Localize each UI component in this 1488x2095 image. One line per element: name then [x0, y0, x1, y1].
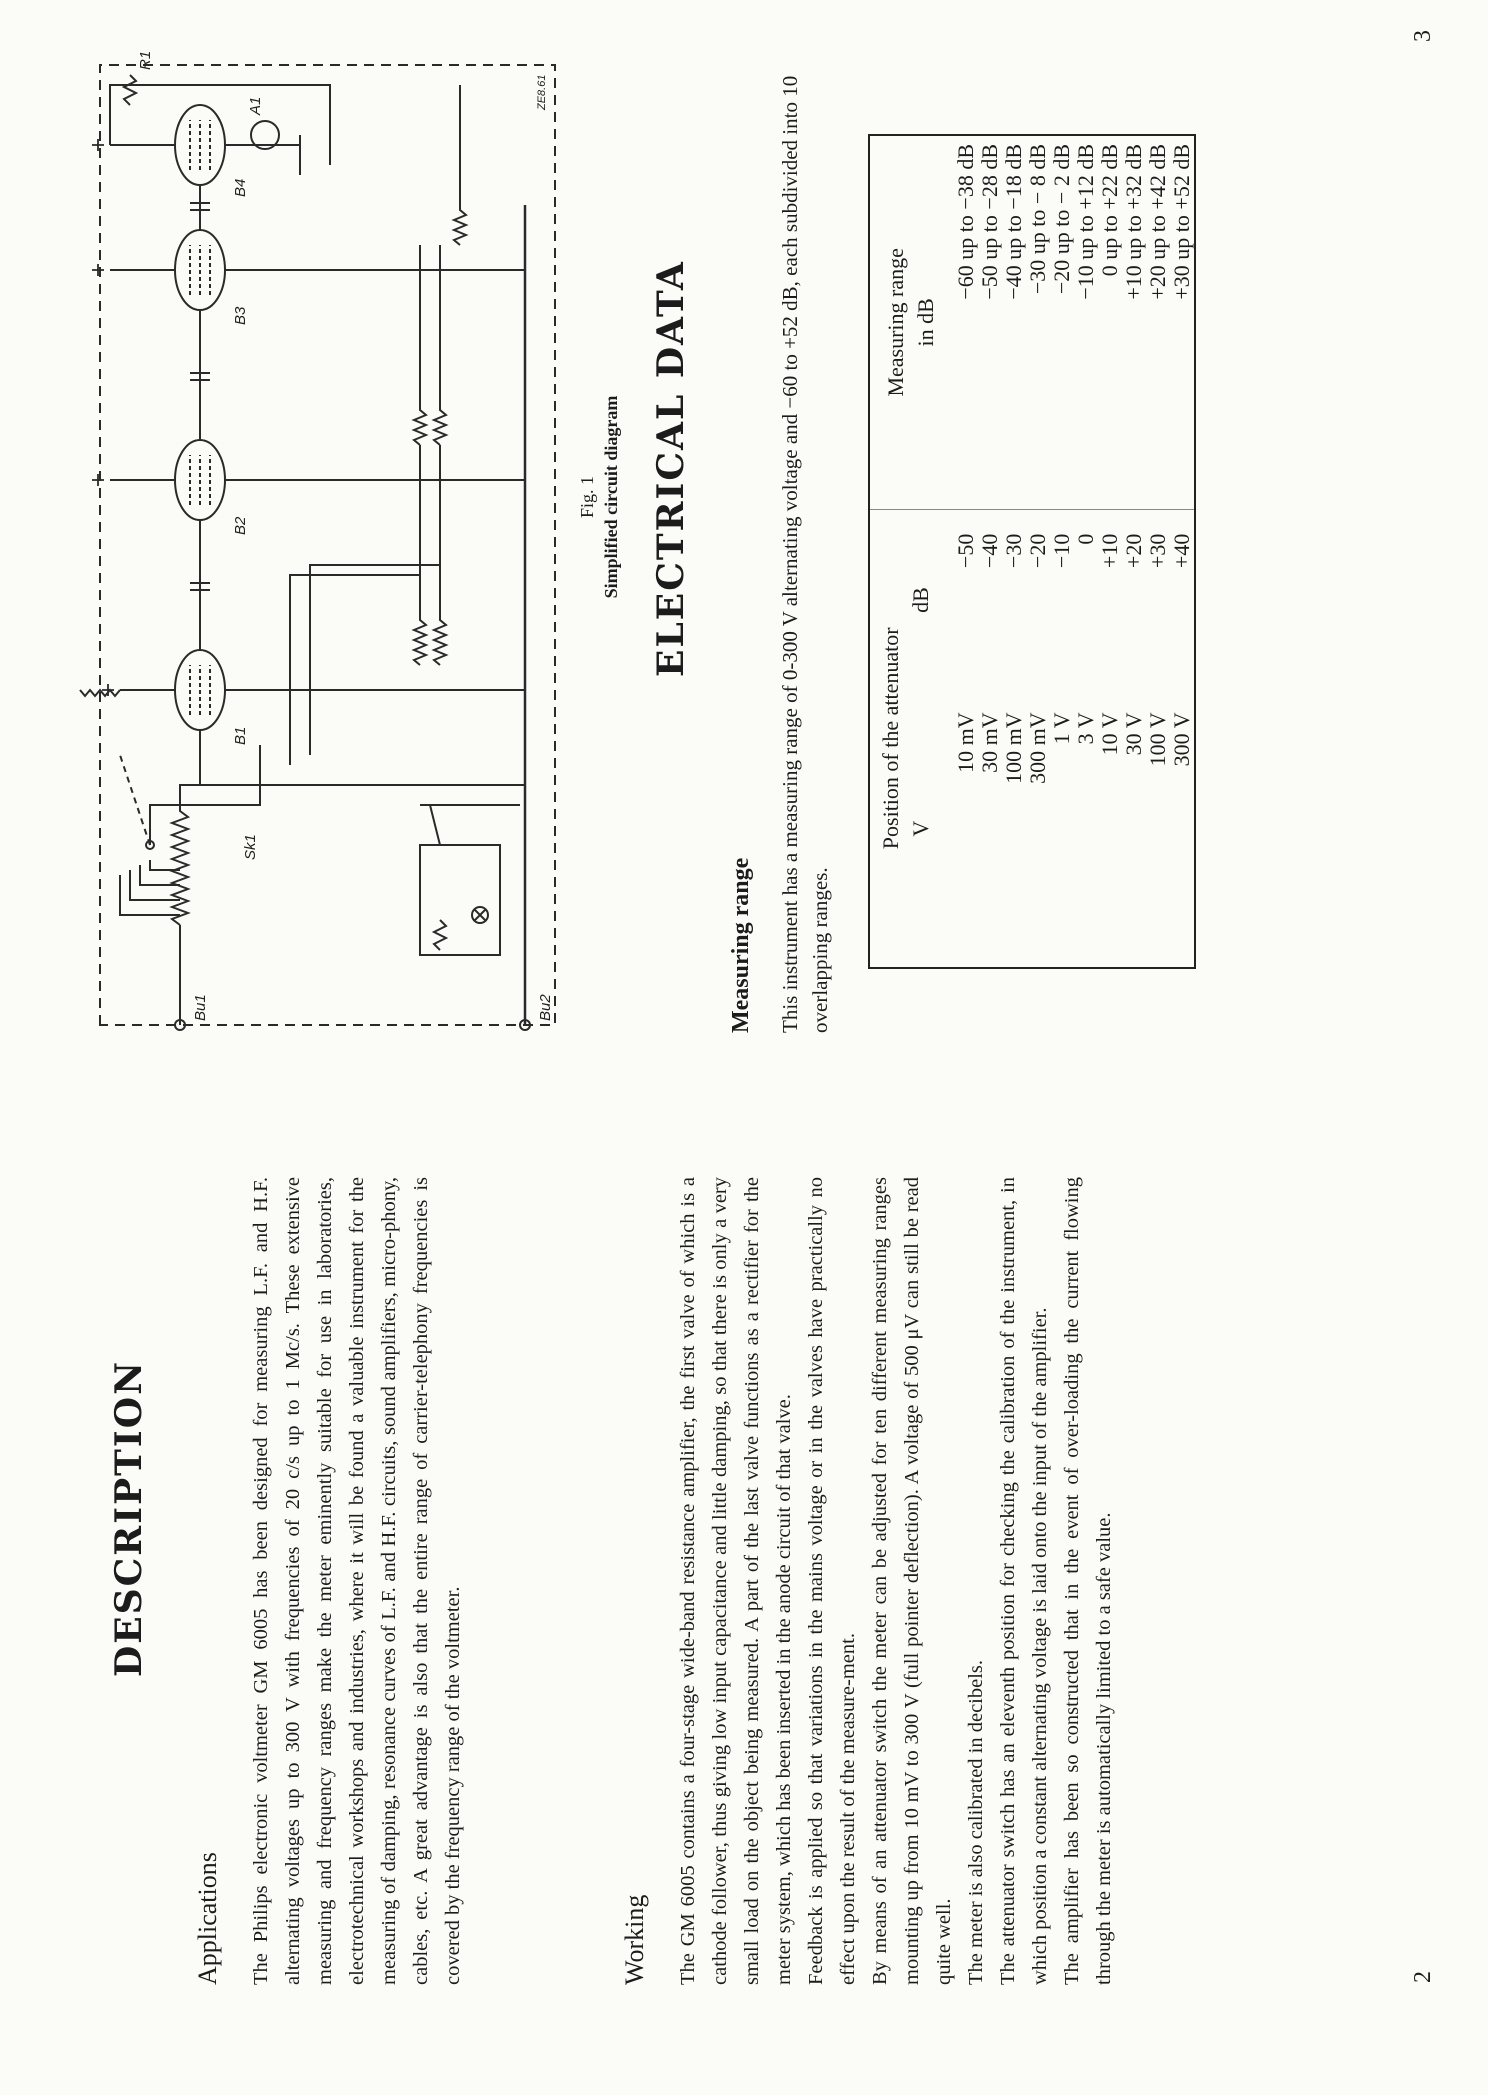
circuit-diagram: [0, 5, 820, 1045]
table-row: [1146, 135, 1170, 968]
figure-caption: [575, 247, 623, 747]
page-number: 2: [1410, 1971, 1436, 1983]
working-paragraph: The GM 6005 contains a four-stage wide-band resistance amplifier, the first valve of which is a cathode follower, thus giving low input capacitance and little damping, so that there is only a very small load on the object being measured. A part of the last valve functions as a rectifier for the meter system, which has been inserted in the anode circuit of that valve.: [677, 1177, 795, 1985]
applications-text: [245, 1177, 469, 1985]
working-heading: Working: [620, 1894, 649, 1985]
cell-range: −10 up to +12 dB: [1073, 144, 1098, 300]
attenuator-switch: [120, 745, 260, 915]
cell-db: −10: [1050, 509, 1074, 690]
cell-voltage: 30 mV: [977, 712, 1002, 773]
working-paragraph: By means of an attenuator switch the meter can be adjusted for ten different measuring ranges mounting up from 10 mV to 300 V (full pointer deflection). A voltage of 500 μV can still be read quite well.: [869, 1177, 955, 1985]
measuring-range-text: [775, 23, 835, 1033]
cell-db: +40: [1170, 509, 1195, 690]
working-paragraph: The attenuator switch has an eleventh position for checking the calibration of the instrument, in which position a constant alternating voltage is laid onto the input of the amplifier.: [997, 1177, 1051, 1985]
table-row: [978, 135, 1002, 968]
label-b1: B1: [232, 726, 249, 745]
cell-range: −40 up to −18 dB: [1001, 144, 1026, 300]
calibration-circuit: [420, 805, 520, 955]
column-header-db: dB: [906, 509, 946, 690]
cell-voltage: 1 V: [1049, 712, 1074, 745]
header-range-unit: in dB: [913, 298, 938, 347]
table-row: [1026, 135, 1050, 968]
right-page: [0, 0, 1488, 1047]
applications-heading: Applications: [193, 1852, 222, 1985]
cell-db: −30: [1002, 509, 1026, 690]
page-number: 3: [1410, 30, 1436, 42]
cell-range: +30 up to +52 dB: [1169, 144, 1194, 300]
cell-voltage: 30 V: [1121, 712, 1146, 756]
column-header-v: V: [908, 820, 933, 837]
table-row: [1122, 135, 1146, 968]
header-position: Position of the attenuator: [869, 509, 906, 968]
cell-range: +10 up to +32 dB: [1121, 144, 1146, 300]
header-range-label: Measuring range: [883, 248, 908, 397]
left-page: [0, 1048, 1488, 2095]
cell-voltage: 100 V: [1145, 712, 1170, 767]
valve-b3: [110, 230, 525, 440]
cell-range: −30 up to − 8 dB: [1025, 144, 1050, 295]
valve-b2: [110, 440, 525, 650]
measuring-range-heading: Measuring range: [728, 857, 754, 1033]
table-row: [1002, 135, 1026, 968]
measuring-range-paragraph: This instrument has a measuring range of 0-300 V alternating voltage and −60 to +52 dB, each subdivided into 10 overlapping ranges.: [778, 75, 832, 1033]
table-body: [946, 135, 1195, 968]
cell-voltage: 100 mV: [1001, 712, 1026, 784]
cell-db: +10: [1098, 509, 1122, 690]
working-paragraph: Feedback is applied so that variations in the mains voltage or in the valves have practically no effect upon the result of the measure-ment.: [805, 1177, 859, 1985]
cell-db: +20: [1122, 509, 1146, 690]
page-title: DESCRIPTION: [108, 1359, 150, 1677]
cell-voltage: 300 mV: [1025, 712, 1050, 784]
cell-range: 0 up to +22 dB: [1097, 144, 1122, 277]
table-row: [1050, 135, 1074, 968]
valve-b1: [80, 650, 525, 785]
table-row: [1074, 135, 1098, 968]
figure-caption-text: Simplified circuit diagram: [601, 395, 621, 599]
applications-paragraph: The Philips electronic voltmeter GM 6005 has been designed for measuring L.F. and H.F. alternating voltages up to 300 V with frequencies of 20 c/s up to 1 Mc/s. These extensive measuring and frequency ranges make the meter eminently suitable for use in laboratories, electrotechnical workshops and industries, where it will be found a valuable instrument for the measuring of damping, resonance curves of L.F. and H.F. circuits, sound amplifiers, micro-phony, cables, etc. A great advantage is also that the entire range of carrier-telephony frequencies is covered by the frequency range of the voltmeter.: [250, 1177, 464, 1985]
meter-circuit: [110, 75, 330, 175]
cell-db: −20: [1026, 509, 1050, 690]
cell-db: −40: [978, 509, 1002, 690]
table-row: [1170, 135, 1195, 968]
cell-voltage: 10 V: [1097, 712, 1122, 756]
measuring-range-table: [868, 134, 1196, 969]
cell-voltage: 3 V: [1073, 712, 1098, 745]
working-text: [672, 1177, 1120, 1985]
feedback-network: [290, 85, 466, 765]
label-sk1: Sk1: [242, 834, 259, 860]
header-range: [869, 135, 946, 509]
section-title: ELECTRICAL DATA: [650, 260, 692, 677]
cell-range: +20 up to +42 dB: [1145, 144, 1170, 300]
table-row: [946, 135, 978, 968]
cell-db: 0: [1074, 509, 1098, 690]
cell-range: −20 up to − 2 dB: [1049, 144, 1074, 295]
figure-number: Fig. 1: [577, 476, 597, 519]
cell-range: −50 up to −28 dB: [977, 144, 1002, 300]
valve-b4: [110, 105, 225, 230]
cell-range: −60 up to −38 dB: [953, 144, 978, 300]
label-bu2: Bu2: [537, 994, 554, 1021]
cell-voltage: 300 V: [1169, 712, 1194, 767]
working-paragraph: The meter is also calibrated in decibels.: [965, 1659, 987, 1985]
label-a1: A1: [247, 96, 264, 115]
table-row: [1098, 135, 1122, 968]
label-b2: B2: [232, 516, 249, 535]
enclosure-frame: [100, 65, 555, 1025]
working-paragraph: The amplifier has been so constructed that in the event of over-loading the current flowing through the meter is automatically limited to a safe value.: [1061, 1177, 1115, 1985]
label-bu1: Bu1: [192, 994, 209, 1021]
label-b3: B3: [232, 306, 249, 325]
label-r1: R1: [137, 50, 154, 70]
cell-db: +30: [1146, 509, 1170, 690]
cell-db: −50: [946, 509, 978, 690]
cell-voltage: 10 mV: [953, 712, 978, 773]
label-b4: B4: [232, 178, 249, 197]
label-drawing-code: ZE8.61: [536, 74, 548, 110]
supply-terminals: [92, 139, 114, 696]
